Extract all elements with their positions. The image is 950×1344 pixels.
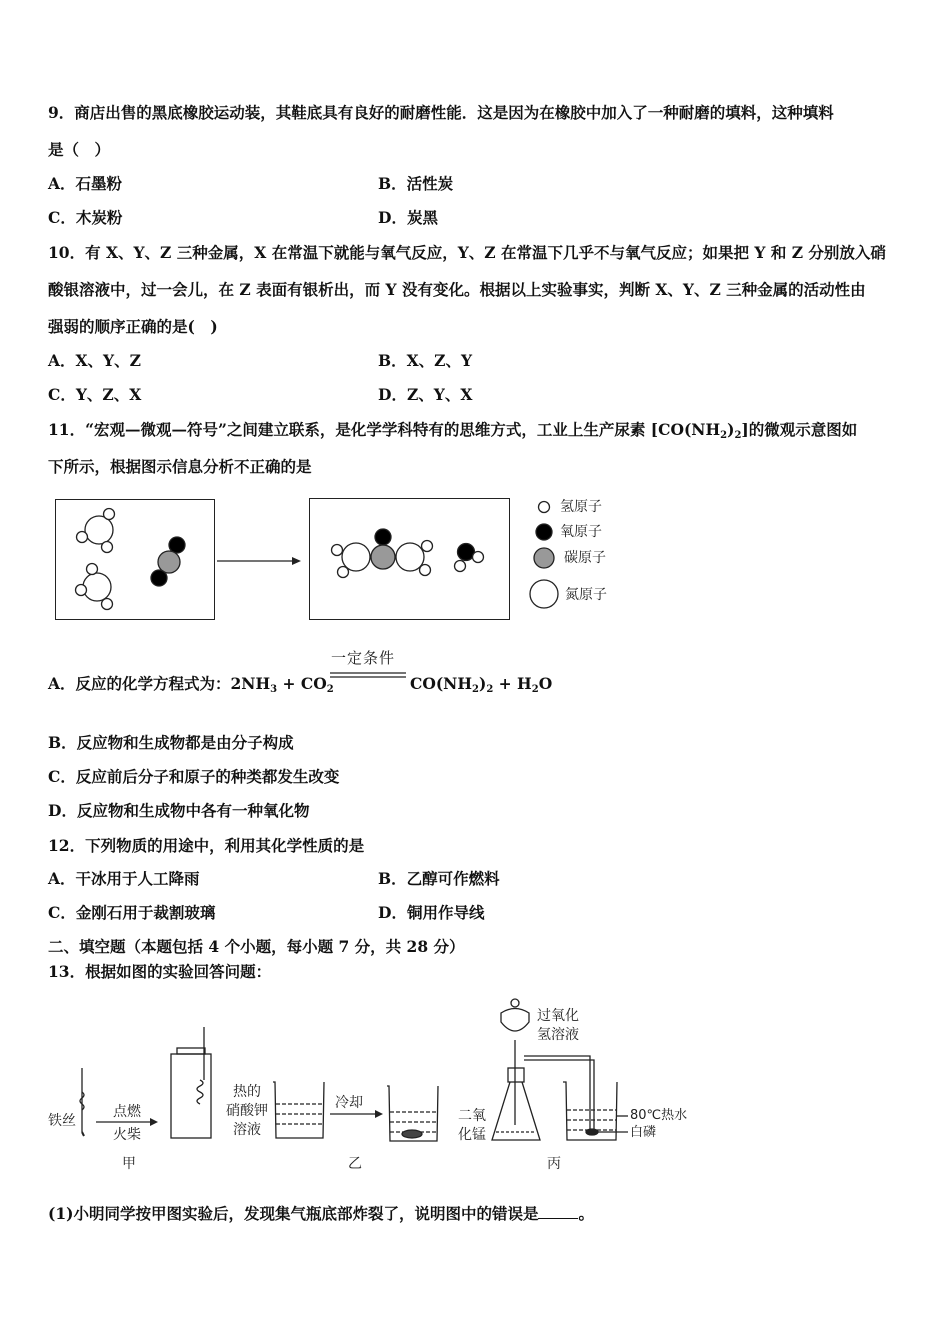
label-bing: 丙 — [547, 1156, 561, 1172]
q10-stem-line3: 强弱的顺序正确的是( ) — [48, 317, 218, 336]
white-phosphorus — [586, 1129, 598, 1135]
q10-stem-line2: 酸银溶液中，过一会儿，在 Z 表面有银析出，而 Y 没有变化。根据以上实验事实，判断 X、Y、Z 三种金属的活动性由 — [48, 280, 866, 299]
gas-bottle — [171, 1054, 211, 1138]
q10-stem-line1: 10．有 X、Y、Z 三种金属，X 在常温下就能与氧气反应，Y、Z 在常温下几乎不与氧气反应；如果把 Y 和 Z 分别放入硝 — [48, 243, 886, 262]
label-hot: 热的 — [233, 1084, 261, 1100]
label-jia: 甲 — [122, 1156, 136, 1172]
q12-option-b: B．乙醇可作燃料 — [378, 869, 500, 888]
funnel-stopper — [511, 999, 519, 1007]
label-mno2-line2: 化锰 — [458, 1127, 486, 1143]
legend-hydrogen-label: 氢原子 — [560, 499, 602, 515]
reaction-condition: 一定条件 — [331, 649, 396, 667]
separatory-funnel — [501, 1009, 529, 1032]
delivery-tube — [524, 1060, 594, 1130]
label-match: 火柴 — [113, 1127, 141, 1143]
label-white-phosphorus: 白磷 — [630, 1125, 657, 1140]
label-solution: 溶液 — [233, 1122, 261, 1138]
q9-stem-line2: 是（ ） — [48, 140, 111, 159]
q13-stem: 13．根据如图的实验回答问题： — [48, 962, 272, 981]
q10-option-c: C．Y、Z、X — [48, 385, 142, 404]
beaker-hot — [273, 1082, 324, 1138]
q12-stem: 12．下列物质的用途中，利用其化学性质的是 — [48, 836, 365, 855]
label-hot-water: 80℃热水 — [630, 1108, 688, 1123]
q11-option-d: D．反应物和生成物中各有一种氧化物 — [48, 801, 310, 820]
q12-option-a: A．干冰用于人工降雨 — [48, 869, 200, 888]
crystals — [402, 1130, 422, 1138]
q11-option-a: A．反应的化学方程式为：$2NH_3 + CO_2$ — [48, 674, 334, 695]
bottle-neck — [177, 1048, 205, 1054]
q11-option-c: C．反应前后分子和原子的种类都发生改变 — [48, 767, 340, 786]
q12-option-c: C．金刚石用于裁割玻璃 — [48, 903, 216, 922]
q11-stem-line2: 下所示，根据图示信息分析不正确的是 — [48, 457, 312, 476]
label-yi: 乙 — [348, 1156, 362, 1172]
legend-carbon-label: 碳原子 — [564, 550, 606, 566]
q11-option-b: B．反应物和生成物都是由分子构成 — [48, 733, 294, 752]
answer-blank[interactable] — [538, 1204, 578, 1219]
q9-option-a: A．石墨粉 — [48, 174, 123, 193]
label-h2o2-line1: 过氧化 — [537, 1008, 579, 1024]
label-iron-wire: 铁丝 — [48, 1113, 76, 1129]
label-mno2-line1: 二氧 — [458, 1108, 486, 1124]
legend-oxygen-label: 氧原子 — [560, 524, 602, 540]
label-kno3: 硝酸钾 — [226, 1103, 268, 1119]
q9-option-c: C．木炭粉 — [48, 208, 123, 227]
q10-option-d: D．Z、Y、X — [378, 385, 473, 404]
conical-flask — [492, 1082, 540, 1140]
label-ignite: 点燃 — [113, 1104, 141, 1120]
label-cool: 冷却 — [335, 1095, 363, 1111]
q9-stem-line1: 9．商店出售的黑底橡胶运动装，其鞋底具有良好的耐磨性能．这是因为在橡胶中加入了一种耐磨的填料，这种填料 — [48, 103, 834, 122]
q10-option-b: B．X、Z、Y — [378, 351, 473, 370]
flask-stopper — [508, 1068, 524, 1082]
q9-option-b: B．活性炭 — [378, 174, 454, 193]
burning-coil — [197, 1080, 203, 1104]
q13-subquestion-1: (1)小明同学按甲图实验后，发现集气瓶底部炸裂了，说明图中的错误是 。 — [48, 1204, 594, 1223]
label-h2o2-line2: 氢溶液 — [537, 1027, 579, 1043]
q11-stem-line1: 11．“宏观—微观—符号”之间建立联系，是化学学科特有的思维方式，工业上生产尿素 $[CO(NH_2)_2]$的微观示意图如 — [48, 420, 858, 441]
q9-option-d: D．炭黑 — [378, 208, 438, 227]
legend-nitrogen-label: 氮原子 — [565, 587, 607, 603]
q10-option-a: A．X、Y、Z — [48, 351, 141, 370]
q11-option-a-products: $CO(NH_2)_2 + H_2O$ — [410, 674, 553, 695]
section-heading: 二、填空题（本题包括 4 个小题，每小题 7 分，共 28 分） — [48, 937, 465, 956]
match-stick — [82, 1132, 84, 1136]
q12-option-d: D．铜用作导线 — [378, 903, 485, 922]
